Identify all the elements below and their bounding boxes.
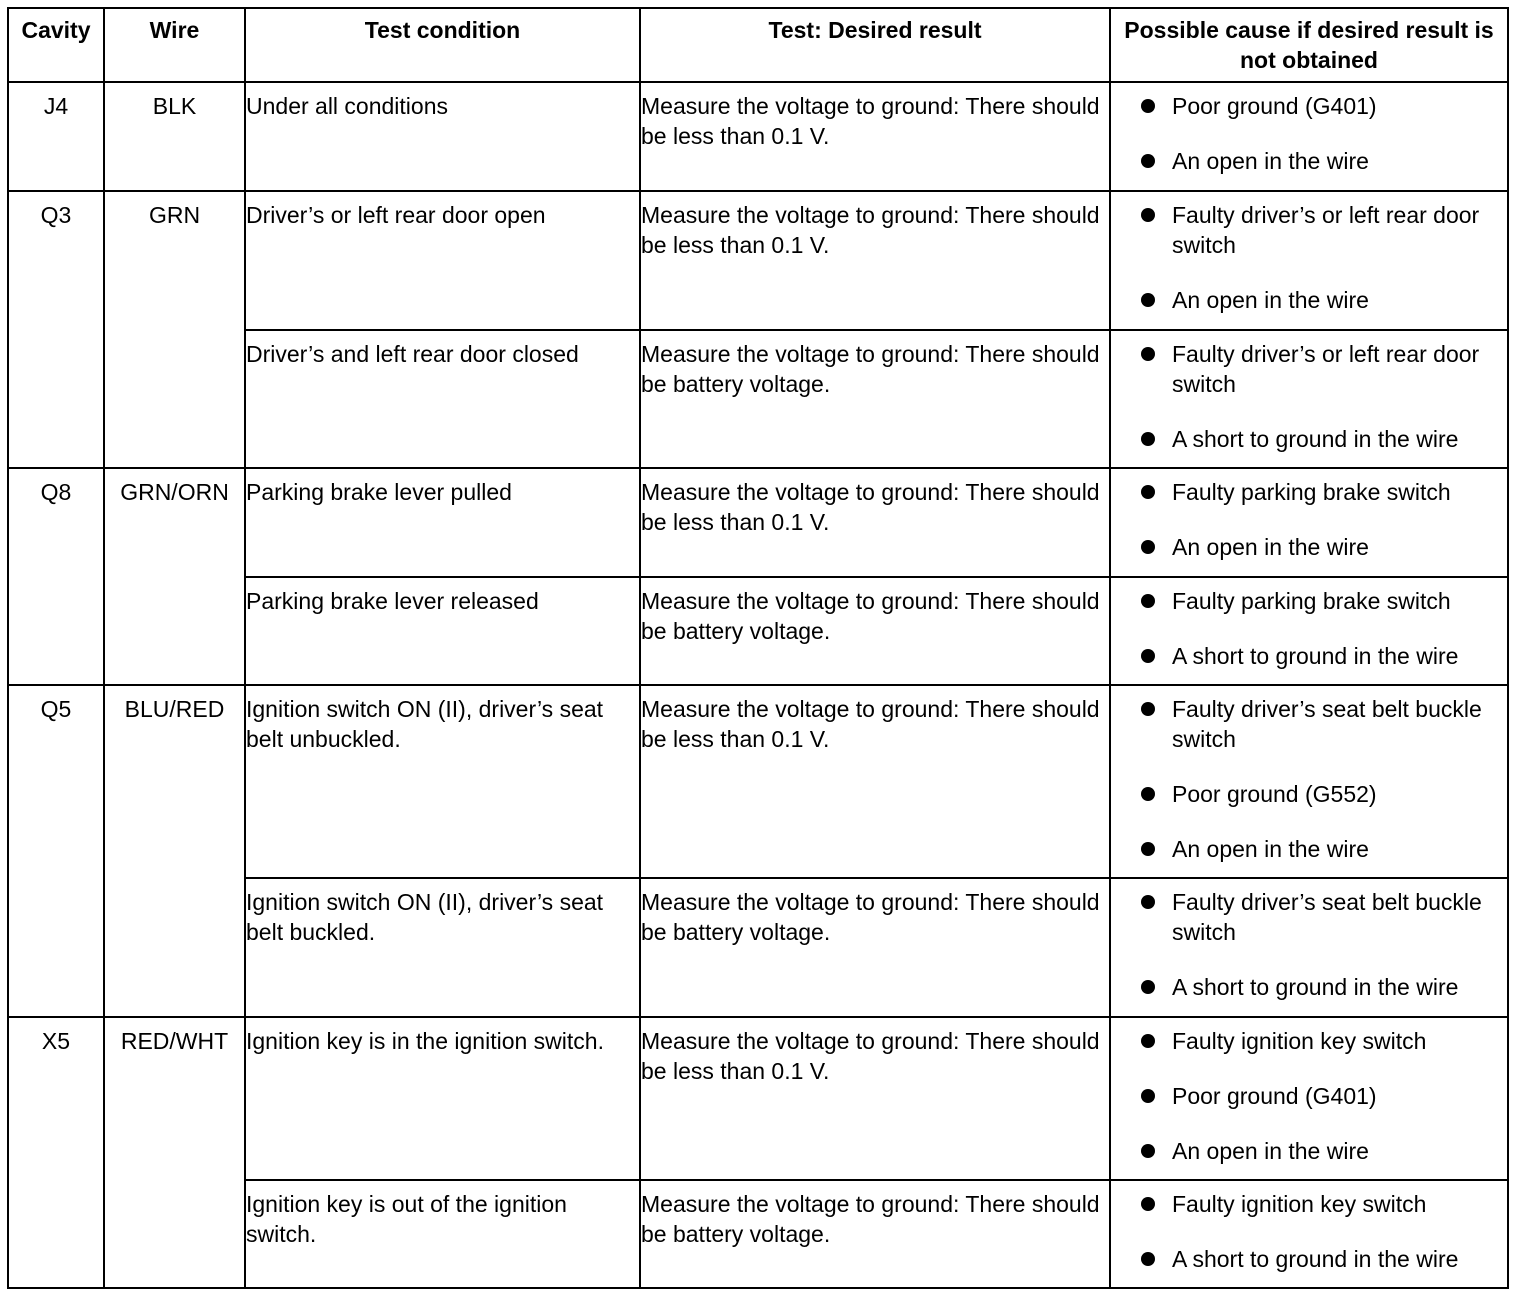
cause-item [1111, 694, 1499, 754]
cause-cell [1110, 577, 1508, 685]
cause-text: An open in the wire [1172, 287, 1369, 313]
cause-item [1111, 1081, 1499, 1111]
cause-list [1111, 694, 1507, 864]
result-cell: Measure the voltage to ground: There should be battery voltage. [640, 330, 1110, 468]
bullet-icon [1141, 787, 1155, 801]
cause-item [1111, 477, 1499, 507]
cause-item [1111, 779, 1499, 809]
cavity-cell: Q3 [8, 191, 104, 468]
cause-item [1111, 1244, 1499, 1274]
wire-cell: BLU/RED [104, 685, 245, 1017]
cause-item [1111, 1136, 1499, 1166]
cause-text: A short to ground in the wire [1172, 1246, 1459, 1272]
bullet-icon [1141, 1197, 1155, 1211]
bullet-icon [1141, 485, 1155, 499]
wire-cell: GRN [104, 191, 245, 468]
condition-cell: Driver’s and left rear door closed [245, 330, 640, 468]
table-row [8, 685, 1508, 878]
cause-text: An open in the wire [1172, 836, 1369, 862]
wire-cell: BLK [104, 82, 245, 191]
result-cell: Measure the voltage to ground: There should be battery voltage. [640, 1180, 1110, 1288]
cause-item [1111, 1189, 1499, 1219]
result-cell: Measure the voltage to ground: There should be less than 0.1 V. [640, 685, 1110, 878]
cause-list [1111, 91, 1507, 176]
result-cell: Measure the voltage to ground: There should be less than 0.1 V. [640, 191, 1110, 330]
cause-item [1111, 1026, 1499, 1056]
cause-list [1111, 200, 1507, 315]
bullet-icon [1141, 594, 1155, 608]
bullet-icon [1141, 154, 1155, 168]
cause-list [1111, 1026, 1507, 1166]
cause-cell [1110, 685, 1508, 878]
condition-cell: Ignition switch ON (II), driver’s seat belt buckled. [245, 878, 640, 1017]
cause-text: Faulty driver’s or left rear door switch [1172, 341, 1480, 397]
cause-text: Faulty driver’s or left rear door switch [1172, 202, 1480, 258]
cavity-cell: Q8 [8, 468, 104, 685]
header-possible-cause: Possible cause if desired result is not obtained [1110, 8, 1508, 82]
cause-list [1111, 1189, 1507, 1274]
header-row [8, 8, 1508, 82]
cause-item [1111, 285, 1499, 315]
condition-cell: Ignition key is in the ignition switch. [245, 1017, 640, 1180]
condition-cell: Driver’s or left rear door open [245, 191, 640, 330]
result-cell: Measure the voltage to ground: There should be less than 0.1 V. [640, 1017, 1110, 1180]
bullet-icon [1141, 208, 1155, 222]
cause-item [1111, 834, 1499, 864]
cause-text: An open in the wire [1172, 1138, 1369, 1164]
bullet-icon [1141, 293, 1155, 307]
bullet-icon [1141, 649, 1155, 663]
table-row [8, 191, 1508, 330]
bullet-icon [1141, 980, 1155, 994]
header-desired-result: Test: Desired result [640, 8, 1110, 82]
test-table [7, 7, 1509, 1289]
cause-item [1111, 887, 1499, 947]
bullet-icon [1141, 99, 1155, 113]
bullet-icon [1141, 1089, 1155, 1103]
cause-item [1111, 532, 1499, 562]
condition-cell: Parking brake lever released [245, 577, 640, 685]
cause-list [1111, 586, 1507, 671]
cause-item [1111, 146, 1499, 176]
bullet-icon [1141, 702, 1155, 716]
cause-text: A short to ground in the wire [1172, 426, 1459, 452]
condition-cell: Under all conditions [245, 82, 640, 191]
cause-cell [1110, 82, 1508, 191]
cause-cell [1110, 878, 1508, 1017]
cause-item [1111, 641, 1499, 671]
cause-text: Faulty parking brake switch [1172, 479, 1451, 505]
cause-cell [1110, 191, 1508, 330]
cause-text: A short to ground in the wire [1172, 974, 1459, 1000]
cause-item [1111, 339, 1499, 399]
cause-item [1111, 91, 1499, 121]
table-row [8, 82, 1508, 191]
cause-cell [1110, 330, 1508, 468]
wire-cell: GRN/ORN [104, 468, 245, 685]
bullet-icon [1141, 347, 1155, 361]
header-wire: Wire [104, 8, 245, 82]
cause-text: Faulty driver’s seat belt buckle switch [1172, 696, 1482, 752]
cause-text: Faulty parking brake switch [1172, 588, 1451, 614]
bullet-icon [1141, 1252, 1155, 1266]
cause-item [1111, 586, 1499, 616]
condition-cell: Ignition key is out of the ignition switch. [245, 1180, 640, 1288]
cause-text: Poor ground (G552) [1172, 781, 1377, 807]
bullet-icon [1141, 842, 1155, 856]
result-cell: Measure the voltage to ground: There should be less than 0.1 V. [640, 82, 1110, 191]
result-cell: Measure the voltage to ground: There should be battery voltage. [640, 577, 1110, 685]
cause-text: An open in the wire [1172, 148, 1369, 174]
cause-text: An open in the wire [1172, 534, 1369, 560]
table-row [8, 1017, 1508, 1180]
cause-text: Poor ground (G401) [1172, 93, 1377, 119]
bullet-icon [1141, 540, 1155, 554]
bullet-icon [1141, 1144, 1155, 1158]
cause-item [1111, 200, 1499, 260]
cavity-cell: X5 [8, 1017, 104, 1288]
cause-list [1111, 887, 1507, 1002]
cavity-cell: Q5 [8, 685, 104, 1017]
result-cell: Measure the voltage to ground: There should be battery voltage. [640, 878, 1110, 1017]
cause-cell [1110, 1017, 1508, 1180]
bullet-icon [1141, 895, 1155, 909]
header-cavity: Cavity [8, 8, 104, 82]
header-test-condition: Test condition [245, 8, 640, 82]
cause-text: Faulty ignition key switch [1172, 1028, 1427, 1054]
cause-list [1111, 339, 1507, 454]
cause-text: A short to ground in the wire [1172, 643, 1459, 669]
bullet-icon [1141, 1034, 1155, 1048]
bullet-icon [1141, 432, 1155, 446]
table-row [8, 468, 1508, 577]
cause-text: Poor ground (G401) [1172, 1083, 1377, 1109]
condition-cell: Ignition switch ON (II), driver’s seat belt unbuckled. [245, 685, 640, 878]
cause-list [1111, 477, 1507, 562]
cause-text: Faulty driver’s seat belt buckle switch [1172, 889, 1482, 945]
cavity-cell: J4 [8, 82, 104, 191]
cause-text: Faulty ignition key switch [1172, 1191, 1427, 1217]
cause-cell [1110, 1180, 1508, 1288]
result-cell: Measure the voltage to ground: There should be less than 0.1 V. [640, 468, 1110, 577]
cause-cell [1110, 468, 1508, 577]
cause-item [1111, 424, 1499, 454]
wire-cell: RED/WHT [104, 1017, 245, 1288]
cause-item [1111, 972, 1499, 1002]
condition-cell: Parking brake lever pulled [245, 468, 640, 577]
